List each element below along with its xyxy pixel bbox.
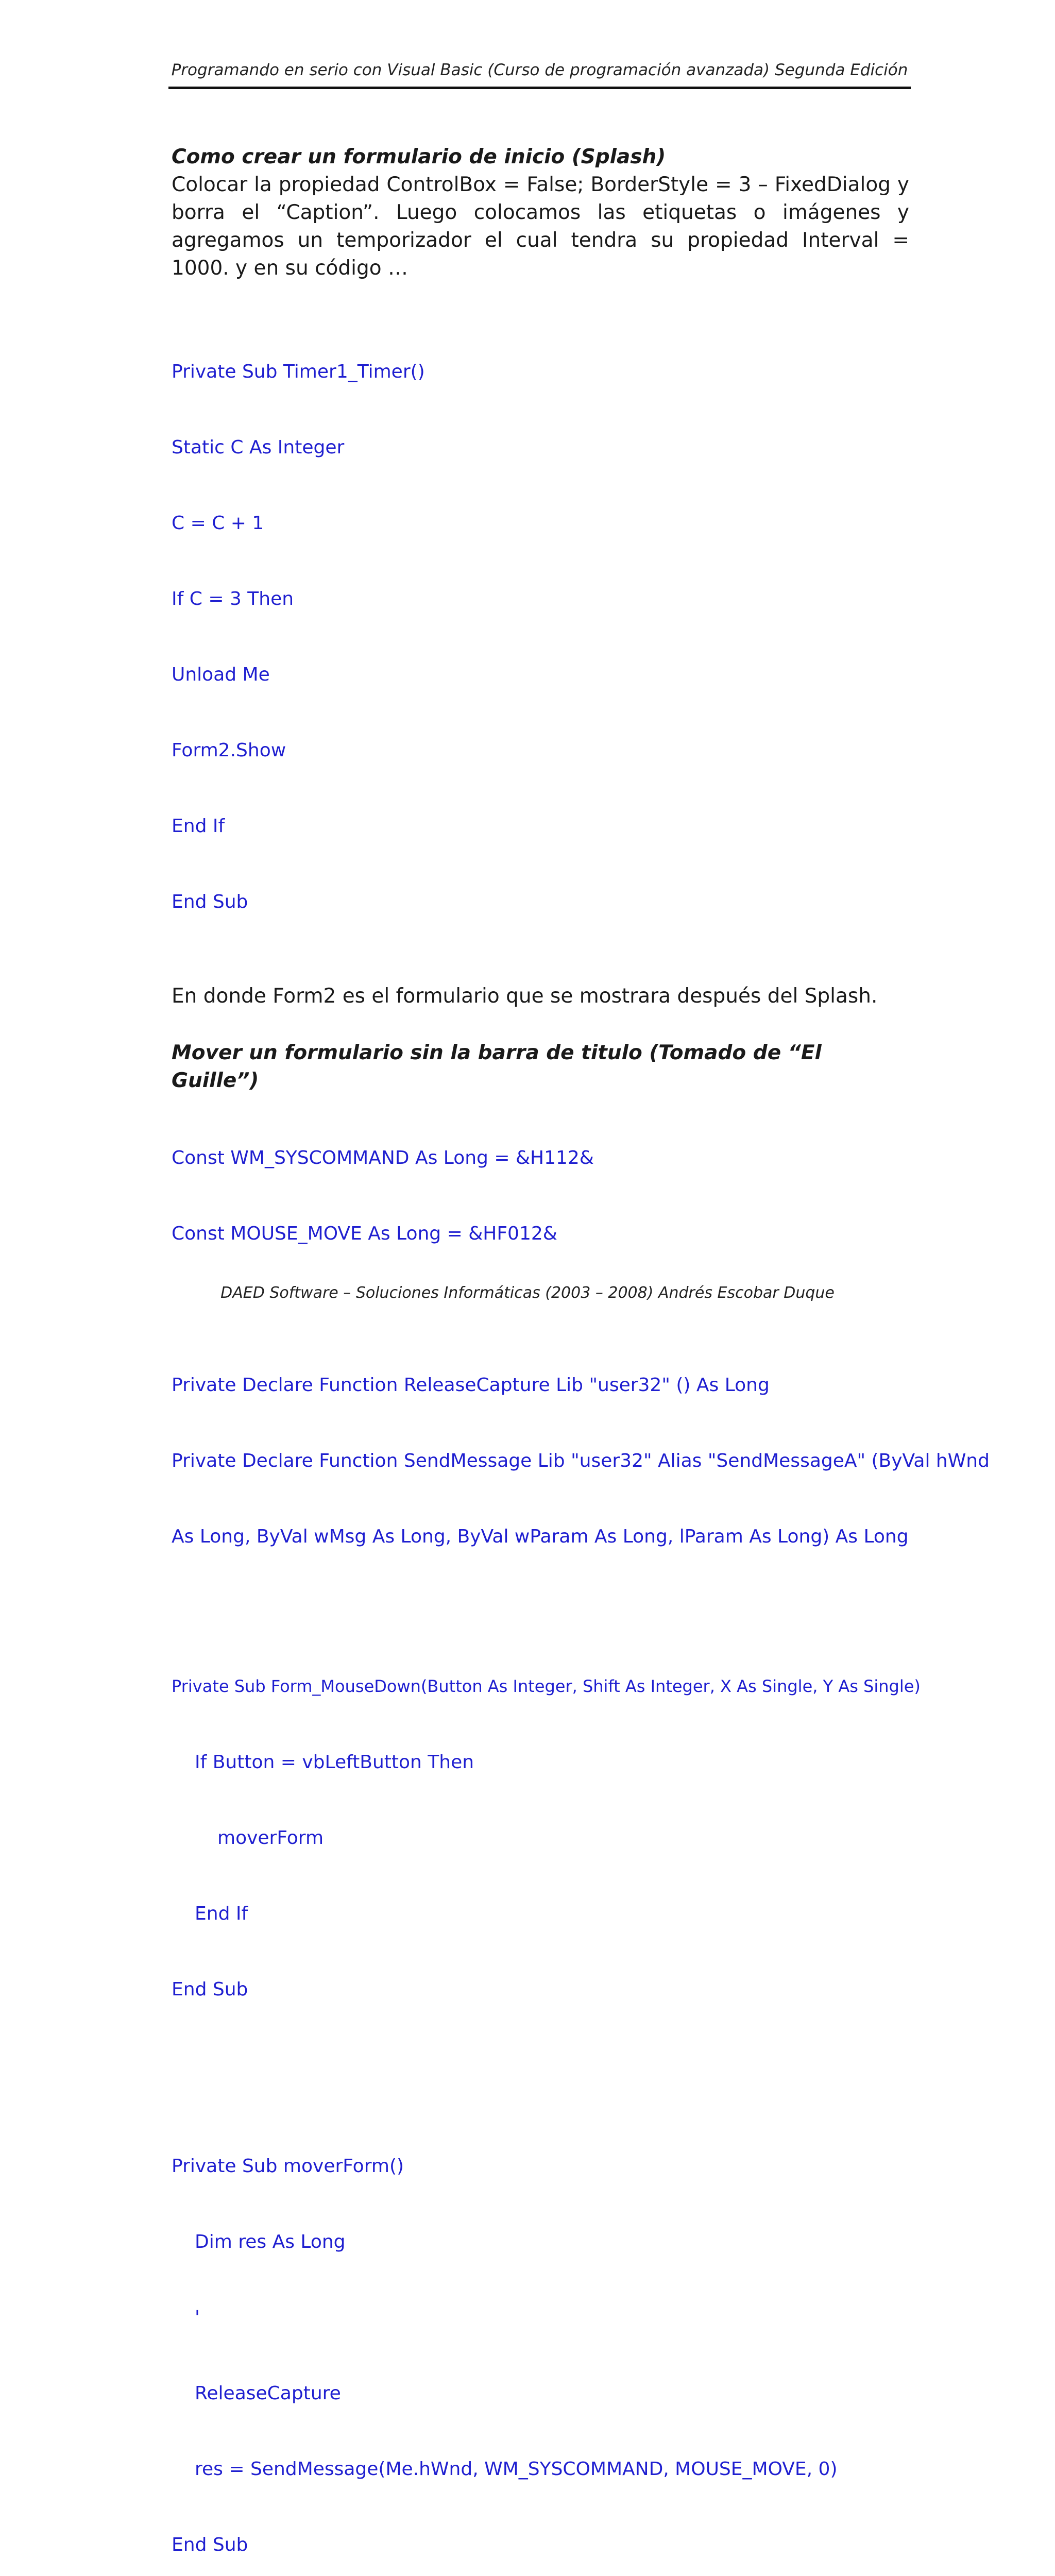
code-line: Private Sub moverForm() <box>172 2156 404 2177</box>
page-footer <box>0 1282 1055 1304</box>
code-line: Const WM_SYSCOMMAND As Long = &H112& <box>172 1147 594 1168</box>
code-line: Private Sub Form_MouseDown(Button As Integer, Shift As Integer, X As Single, Y As Single) <box>172 1676 921 1696</box>
code-line: Dim res As Long <box>195 2231 346 2252</box>
code-line: End If <box>195 1903 248 1924</box>
code-line: End Sub <box>172 2534 248 2555</box>
section-heading-move-form: Mover un formulario sin la barra de titulo (Tomado de “El Guille”) <box>172 1041 822 1092</box>
code-line: res = SendMessage(Me.hWnd, WM_SYSCOMMAND, MOUSE_MOVE, 0) <box>195 2459 838 2480</box>
code-line: If C = 3 Then <box>172 588 294 609</box>
code-line: Const MOUSE_MOVE As Long = &HF012& <box>172 1223 557 1244</box>
code-line: ReleaseCapture <box>195 2383 341 2404</box>
paragraph-splash-instructions: Colocar la propiedad ControlBox = False; BorderStyle = 3 – FixedDialog y borra el “Caption”. Luego colocamos las etiquetas o imágenes y agregamos un temporizador el cual tendra su propiedad Interval = 1000. y en su código … <box>172 173 909 280</box>
code-line: End If <box>172 816 225 837</box>
code-line: Private Declare Function SendMessage Lib "user32" Alias "SendMessageA" (ByVal hWnd <box>172 1450 990 1471</box>
code-block-moverform <box>172 2103 909 2576</box>
code-line: Private Declare Function ReleaseCapture Lib "user32" () As Long <box>172 1375 770 1396</box>
code-line: If Button = vbLeftButton Then <box>195 1752 474 1773</box>
code-block-declares <box>172 1322 990 1600</box>
code-line: Static C As Integer <box>172 437 345 458</box>
footer-text: DAED Software – Soluciones Informáticas (2003 – 2008) Andrés Escobar Duque <box>220 1284 835 1302</box>
code-line: End Sub <box>172 1979 248 2000</box>
code-block-timer <box>172 309 909 965</box>
code-line: moverForm <box>217 1827 324 1849</box>
code-block-consts <box>172 1095 909 1297</box>
code-line: ' <box>195 2307 200 2328</box>
section-heading-splash: Como crear un formulario de inicio (Splash) <box>172 145 666 168</box>
page-header <box>168 58 911 89</box>
paragraph-form2-note: En donde Form2 es el formulario que se mostrara después del Splash. <box>172 985 878 1008</box>
code-block-mousedown <box>172 1623 921 2053</box>
code-line: End Sub <box>172 891 248 912</box>
document-body <box>172 143 990 2576</box>
code-line: Unload Me <box>172 664 270 685</box>
code-line: C = C + 1 <box>172 513 264 534</box>
code-line: Private Sub Timer1_Timer() <box>172 361 425 382</box>
code-line: Form2.Show <box>172 740 286 761</box>
header-title: Programando en serio con Visual Basic (Curso de programación avanzada) Segunda Edición <box>171 61 908 79</box>
code-line: As Long, ByVal wMsg As Long, ByVal wParam As Long, lParam As Long) As Long <box>172 1526 909 1547</box>
